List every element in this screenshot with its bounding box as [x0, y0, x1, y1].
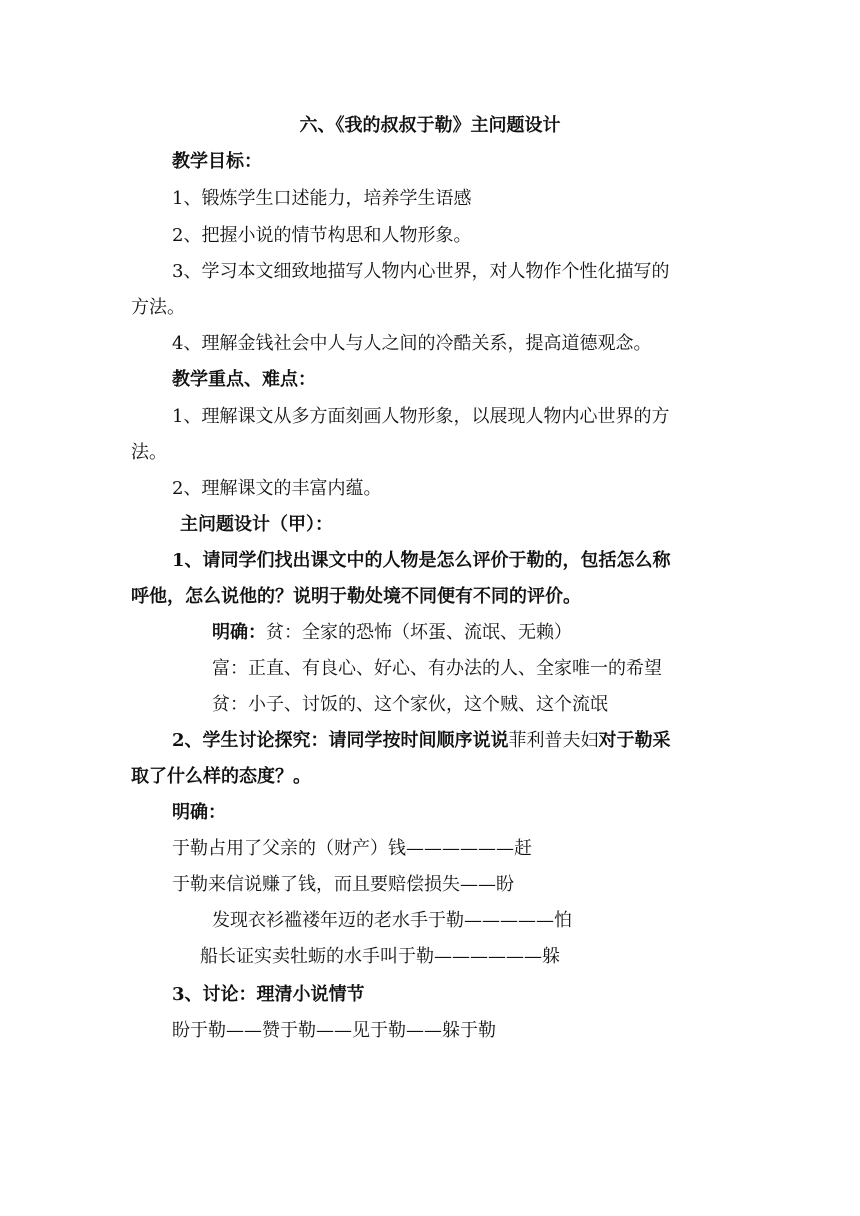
goal-item: 1、锻炼学生口述能力，培养学生语感: [172, 188, 472, 209]
goals-heading: 教学目标：: [172, 151, 262, 172]
question-3-answer: 盼于勒——赞于勒——见于勒——躲于勒: [172, 1020, 496, 1041]
document-title: 六、《我的叔叔于勒》主问题设计: [299, 115, 561, 136]
question-2-answer-label: 明确：: [172, 802, 226, 823]
question-2-part: 2、学生讨论探究：请同学按时间顺序说说: [172, 730, 509, 751]
question-2-continuation: 取了什么样的态度？。: [131, 766, 311, 787]
question-3: 3、讨论：理清小说情节: [172, 984, 365, 1005]
key-points-heading: 教学重点、难点：: [172, 369, 316, 390]
goal-item: 2、把握小说的情节构思和人物形象。: [172, 225, 472, 246]
goal-item: 3、学习本文细致地描写人物内心世界，对人物作个性化描写的: [172, 261, 670, 282]
goal-item-continuation: 方法。: [131, 297, 185, 318]
question-1-answer: 富：正直、有良心、好心、有办法的人、全家唯一的希望: [212, 658, 662, 679]
question-2-answer: 于勒占用了父亲的（财产）钱——————赶: [172, 838, 532, 859]
goal-item: 4、理解金钱社会中人与人之间的冷酷关系，提高道德观念。: [172, 333, 652, 354]
question-2-part: 菲利普夫妇: [508, 730, 599, 751]
question-1-continuation: 呼他，怎么说他的？说明于勒处境不同便有不同的评价。: [131, 586, 581, 607]
question-1: 1、请同学们找出课文中的人物是怎么评价于勒的，包括怎么称: [172, 550, 671, 571]
question-2-answer: 发现衣衫褴褛年迈的老水手于勒—————怕: [212, 910, 572, 931]
question-2: [172, 729, 671, 753]
question-2-part: 对于勒采: [598, 730, 671, 751]
key-point-item: 1、理解课文从多方面刻画人物形象，以展现人物内心世界的方: [172, 406, 670, 427]
question-1-answer: 贫：小子、讨饭的、这个家伙，这个贼、这个流氓: [212, 694, 608, 715]
key-point-item-continuation: 法。: [131, 442, 167, 463]
key-point-item: 2、理解课文的丰富内蕴。: [172, 478, 382, 499]
answer-text: 贫：全家的恐怖（坏蛋、流氓、无赖）: [266, 622, 572, 643]
question-2-answer: 于勒来信说赚了钱，而且要赔偿损失——盼: [172, 874, 514, 895]
design-heading: 主问题设计（甲）：: [180, 514, 333, 535]
question-1-answer: [212, 621, 572, 645]
answer-label: 明确：: [212, 622, 266, 643]
question-2-answer: 船长证实卖牡蛎的水手叫于勒——————躲: [200, 946, 560, 967]
